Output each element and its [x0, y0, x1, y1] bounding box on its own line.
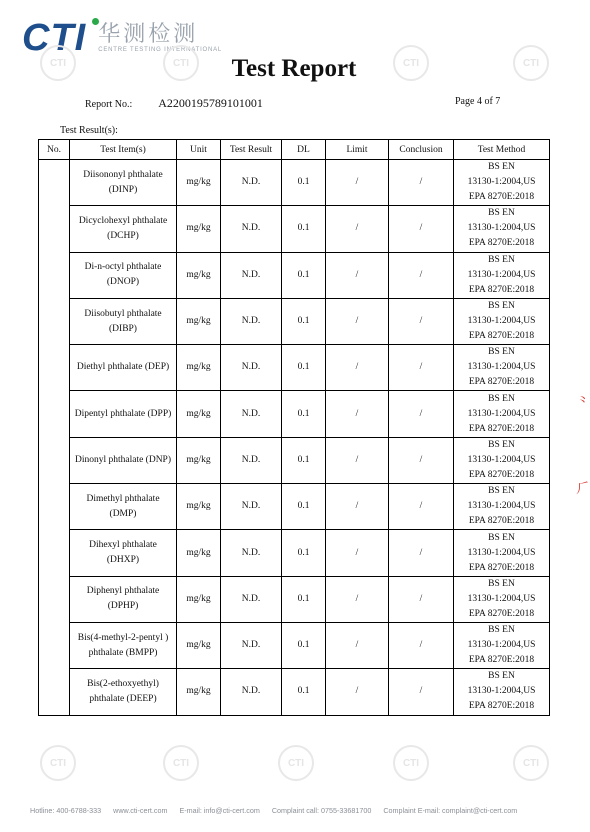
test-method-cell: [454, 669, 550, 715]
watermark-icon: CTI: [393, 45, 429, 81]
logo-cti-text: CTI: [22, 17, 87, 59]
limit-cell: /: [326, 530, 389, 576]
limit-cell: /: [326, 576, 389, 622]
test-method-cell: [454, 252, 550, 298]
test-method-line: EPA 8270E:2018: [468, 516, 535, 527]
test-method-line: EPA 8270E:2018: [468, 608, 535, 619]
test-method-line: BS EN: [488, 254, 515, 265]
unit-cell: mg/kg: [177, 252, 221, 298]
unit-cell: mg/kg: [177, 576, 221, 622]
table-row: [39, 160, 550, 206]
dl-cell: 0.1: [282, 576, 326, 622]
unit-cell: mg/kg: [177, 345, 221, 391]
col-header: Unit: [177, 140, 221, 160]
report-number-label: Report No.:: [85, 99, 133, 110]
report-number: [85, 96, 263, 111]
test-method-line: BS EN: [488, 393, 515, 404]
watermark-icon: CTI: [513, 745, 549, 781]
test-method-line: EPA 8270E:2018: [468, 562, 535, 573]
dl-cell: 0.1: [282, 298, 326, 344]
watermark-icon: CTI: [40, 745, 76, 781]
test-method-line: 13130-1:2004,US: [467, 501, 536, 512]
result-cell: N.D.: [221, 622, 282, 668]
dl-cell: 0.1: [282, 484, 326, 530]
test-method-line: EPA 8270E:2018: [468, 238, 535, 249]
table-row: [39, 576, 550, 622]
section-label: Test Result(s):: [60, 125, 118, 136]
test-method-line: BS EN: [488, 671, 515, 682]
watermark-icon: CTI: [513, 45, 549, 81]
result-cell: N.D.: [221, 437, 282, 483]
test-item-cell: Bis(2-ethoxyethyl) phthalate (DEEP): [70, 669, 177, 715]
test-method-line: 13130-1:2004,US: [467, 177, 536, 188]
test-item-cell: Diisobutyl phthalate (DIBP): [70, 298, 177, 344]
test-method-line: BS EN: [488, 347, 515, 358]
test-item-cell: Diisononyl phthalate (DINP): [70, 160, 177, 206]
page-title: Test Report: [231, 55, 357, 82]
test-method-line: EPA 8270E:2018: [468, 377, 535, 388]
col-header: Limit: [326, 140, 389, 160]
test-item-cell: Bis(4-methyl-2-pentyl ) phthalate (BMPP): [70, 622, 177, 668]
result-cell: N.D.: [221, 298, 282, 344]
result-cell: N.D.: [221, 530, 282, 576]
result-cell: N.D.: [221, 391, 282, 437]
footer: [30, 806, 517, 815]
result-cell: N.D.: [221, 252, 282, 298]
unit-cell: mg/kg: [177, 437, 221, 483]
test-method-line: BS EN: [488, 162, 515, 173]
watermark-icon: CTI: [278, 745, 314, 781]
unit-cell: mg/kg: [177, 530, 221, 576]
test-item-cell: Dinonyl phthalate (DNP): [70, 437, 177, 483]
table-row: [39, 669, 550, 715]
test-method-line: BS EN: [488, 208, 515, 219]
test-method-line: 13130-1:2004,US: [467, 269, 536, 280]
limit-cell: /: [326, 252, 389, 298]
footer-website: www.cti-cert.com: [113, 806, 168, 815]
watermark-icon: CTI: [393, 745, 429, 781]
conclusion-cell: /: [389, 437, 454, 483]
col-header: Conclusion: [389, 140, 454, 160]
result-cell: N.D.: [221, 576, 282, 622]
footer-complaint-email: Complaint E-mail: complaint@cti-cert.com: [383, 806, 518, 815]
result-cell: N.D.: [221, 484, 282, 530]
logo-text-block: [98, 23, 222, 53]
result-cell: N.D.: [221, 345, 282, 391]
conclusion-cell: /: [389, 391, 454, 437]
watermark-icon: CTI: [40, 45, 76, 81]
result-cell: N.D.: [221, 206, 282, 252]
conclusion-cell: /: [389, 206, 454, 252]
test-method-line: 13130-1:2004,US: [467, 223, 536, 234]
test-method-line: 13130-1:2004,US: [467, 362, 536, 373]
limit-cell: /: [326, 622, 389, 668]
dl-cell: 0.1: [282, 252, 326, 298]
conclusion-cell: /: [389, 298, 454, 344]
limit-cell: /: [326, 484, 389, 530]
test-method-line: EPA 8270E:2018: [468, 284, 535, 295]
test-item-cell: Dihexyl phthalate (DHXP): [70, 530, 177, 576]
test-method-line: EPA 8270E:2018: [468, 192, 535, 203]
limit-cell: /: [326, 437, 389, 483]
table-row: [39, 484, 550, 530]
test-method-cell: [454, 391, 550, 437]
table-row: [39, 345, 550, 391]
dl-cell: 0.1: [282, 437, 326, 483]
result-cell: N.D.: [221, 669, 282, 715]
unit-cell: mg/kg: [177, 484, 221, 530]
table-row: [39, 206, 550, 252]
unit-cell: mg/kg: [177, 206, 221, 252]
footer-email: E-mail: info@cti-cert.com: [179, 806, 260, 815]
test-item-cell: Diphenyl phthalate (DPHP): [70, 576, 177, 622]
conclusion-cell: /: [389, 252, 454, 298]
test-item-cell: Di-n-octyl phthalate (DNOP): [70, 252, 177, 298]
table-header-row: [39, 140, 550, 160]
report-number-value: A2200195789101001: [158, 96, 263, 110]
logo-english-text: CENTRE TESTING INTERNATIONAL: [98, 47, 223, 53]
limit-cell: /: [326, 298, 389, 344]
limit-cell: /: [326, 345, 389, 391]
dl-cell: 0.1: [282, 160, 326, 206]
footer-hotline: Hotline: 400-6788-333: [30, 806, 102, 815]
test-method-line: 13130-1:2004,US: [467, 454, 536, 465]
conclusion-cell: /: [389, 576, 454, 622]
dl-cell: 0.1: [282, 206, 326, 252]
results-table: [38, 139, 550, 716]
test-method-line: BS EN: [488, 301, 515, 312]
test-item-cell: Dimethyl phthalate (DMP): [70, 484, 177, 530]
test-method-cell: [454, 160, 550, 206]
test-method-line: BS EN: [488, 625, 515, 636]
test-method-line: EPA 8270E:2018: [468, 655, 535, 666]
conclusion-cell: /: [389, 669, 454, 715]
watermark-icon: CTI: [163, 45, 199, 81]
conclusion-cell: /: [389, 345, 454, 391]
unit-cell: mg/kg: [177, 160, 221, 206]
unit-cell: mg/kg: [177, 622, 221, 668]
test-method-line: 13130-1:2004,US: [467, 686, 536, 697]
conclusion-cell: /: [389, 622, 454, 668]
test-method-line: 13130-1:2004,US: [467, 547, 536, 558]
test-method-line: 13130-1:2004,US: [467, 593, 536, 604]
test-method-line: EPA 8270E:2018: [468, 423, 535, 434]
table-row: [39, 391, 550, 437]
limit-cell: /: [326, 669, 389, 715]
conclusion-cell: /: [389, 160, 454, 206]
table-row: [39, 530, 550, 576]
dl-cell: 0.1: [282, 622, 326, 668]
test-method-cell: [454, 484, 550, 530]
limit-cell: /: [326, 391, 389, 437]
test-method-line: BS EN: [488, 486, 515, 497]
test-method-cell: [454, 437, 550, 483]
test-method-line: EPA 8270E:2018: [468, 469, 535, 480]
col-header: Test Method: [454, 140, 550, 160]
test-method-line: EPA 8270E:2018: [468, 701, 535, 712]
dl-cell: 0.1: [282, 345, 326, 391]
test-method-cell: [454, 206, 550, 252]
dl-cell: 0.1: [282, 530, 326, 576]
col-header: DL: [282, 140, 326, 160]
unit-cell: mg/kg: [177, 391, 221, 437]
result-cell: N.D.: [221, 160, 282, 206]
unit-cell: mg/kg: [177, 298, 221, 344]
test-item-cell: Dipentyl phthalate (DPP): [70, 391, 177, 437]
logo-dot: [92, 18, 99, 25]
test-method-line: EPA 8270E:2018: [468, 331, 535, 342]
test-method-line: 13130-1:2004,US: [467, 408, 536, 419]
test-method-cell: [454, 298, 550, 344]
conclusion-cell: /: [389, 530, 454, 576]
test-method-line: BS EN: [488, 532, 515, 543]
table-row: [39, 437, 550, 483]
footer-complaint-call: Complaint call: 0755-33681700: [271, 806, 372, 815]
dl-cell: 0.1: [282, 669, 326, 715]
table-row: [39, 252, 550, 298]
col-header: Test Item(s): [70, 140, 177, 160]
col-header: Test Result: [221, 140, 282, 160]
test-item-cell: Diethyl phthalate (DEP): [70, 345, 177, 391]
test-method-cell: [454, 345, 550, 391]
test-method-line: 13130-1:2004,US: [467, 640, 536, 651]
unit-cell: mg/kg: [177, 669, 221, 715]
test-method-cell: [454, 622, 550, 668]
test-item-cell: Dicyclohexyl phthalate (DCHP): [70, 206, 177, 252]
test-method-line: BS EN: [488, 439, 515, 450]
logo-chinese-text: 华测检测: [98, 22, 199, 47]
col-header: No.: [39, 140, 70, 160]
table-row: [39, 622, 550, 668]
test-method-line: 13130-1:2004,US: [467, 316, 536, 327]
test-method-line: BS EN: [488, 578, 515, 589]
page-number: Page 4 of 7: [455, 96, 501, 107]
conclusion-cell: /: [389, 484, 454, 530]
table-row: [39, 298, 550, 344]
test-method-cell: [454, 576, 550, 622]
dl-cell: 0.1: [282, 391, 326, 437]
row-number-cell: [39, 160, 70, 716]
limit-cell: /: [326, 206, 389, 252]
watermark-icon: CTI: [163, 745, 199, 781]
test-method-cell: [454, 530, 550, 576]
limit-cell: /: [326, 160, 389, 206]
